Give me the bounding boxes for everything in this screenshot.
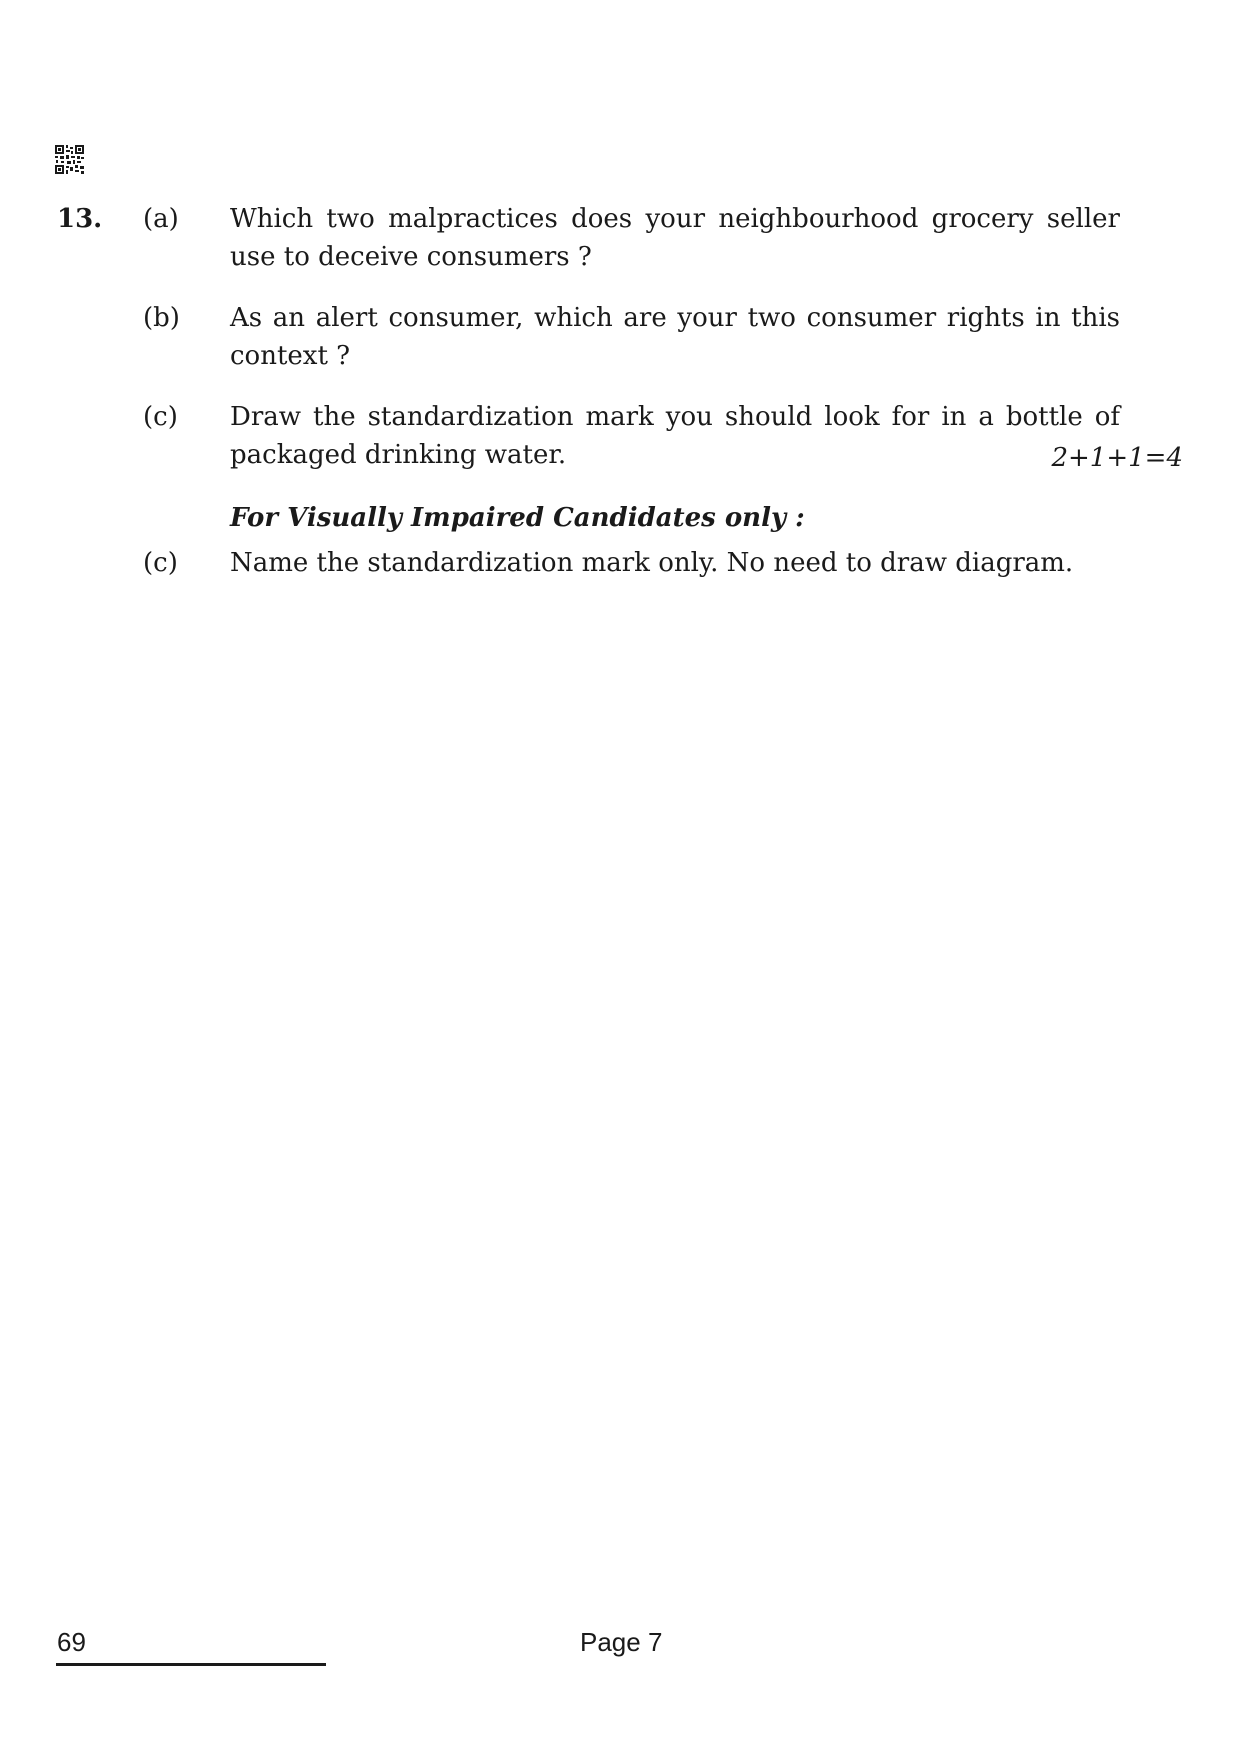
vi-part-c-line: Name the standardization mark only. No need to draw diagram. (230, 548, 1074, 578)
part-text-c (230, 398, 1120, 474)
marks-allocation: 2+1+1=4 (1051, 443, 1183, 473)
footer-divider (56, 1663, 326, 1666)
part-label-b: (b) (143, 303, 180, 333)
visually-impaired-heading: For Visually Impaired Candidates only : (230, 503, 805, 533)
page-number: Page 7 (580, 1627, 663, 1657)
part-a-line-2: use to deceive consumers ? (230, 242, 592, 272)
qr-code-icon (55, 145, 84, 174)
part-b-line-1: As an alert consumer, which are your two consumer rights in this (230, 303, 1120, 333)
part-a-line-1: Which two malpractices does your neighbourhood grocery seller (230, 204, 1120, 234)
part-label-a: (a) (143, 204, 179, 234)
question-number: 13. (57, 204, 103, 234)
part-b-line-2: context ? (230, 341, 351, 371)
part-label-c: (c) (143, 402, 178, 432)
vi-part-text-c (230, 544, 1120, 582)
part-text-b (230, 299, 1120, 375)
paper-code: 69 (57, 1627, 86, 1657)
part-c-line-2: packaged drinking water. (230, 440, 567, 470)
part-text-a (230, 200, 1120, 276)
part-c-line-1: Draw the standardization mark you should look for in a bottle of (230, 402, 1120, 432)
vi-part-label-c: (c) (143, 548, 178, 578)
